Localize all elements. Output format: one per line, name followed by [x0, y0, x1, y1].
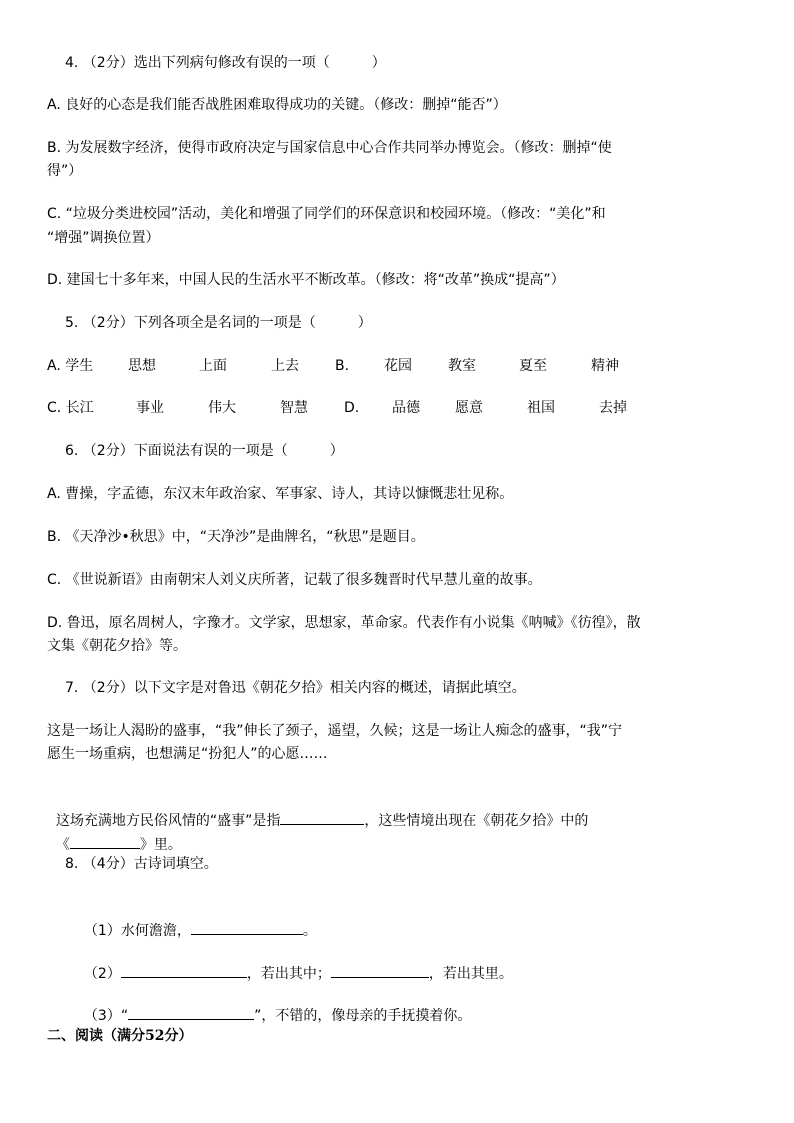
q5-row1-item: 精神: [591, 358, 619, 374]
answer-blank[interactable]: [128, 1004, 254, 1020]
q5-row1-item: 上面: [199, 358, 227, 374]
answer-blank[interactable]: [121, 962, 247, 978]
q8-sub3: [75, 982, 471, 1027]
q5-row2-item: 事业: [136, 400, 164, 416]
q4-option-c-line1: C. “垃圾分类进校园”活动，美化和增强了同学们的环保意识和校园环境。（修改：“美化”和: [47, 206, 606, 222]
q8-stem: 8. （4分）古诗词填空。: [65, 856, 218, 872]
q4-option-b-line1: B. 为发展数字经济，使得市政府决定与国家信息中心合作共同举办博览会。（修改：删掉“使: [47, 140, 612, 156]
q5-row2-item: 祖国: [527, 400, 555, 416]
q8-sub3-text: （3）“: [83, 1008, 129, 1024]
q5-stem: 5. （2分）下列各项全是名词的一项是（ ）: [65, 315, 372, 331]
q5-row1-item: B.: [335, 358, 350, 374]
q6-option-c: C. 《世说新语》由南朝宋人刘义庆所著，记载了很多魏晋时代早慧儿童的故事。: [47, 572, 542, 588]
q5-row1-item: 教室: [448, 358, 476, 374]
q5-row2-item: 愿意: [455, 400, 483, 416]
q6-option-a: A. 曹操，字孟德，东汉末年政治家、军事家、诗人，其诗以慷慨悲壮见称。: [47, 486, 514, 502]
q8-sub1-text: （1）水何澹澹，: [83, 923, 191, 939]
q5-row2-item: 伟大: [208, 400, 236, 416]
q7-passage-line1: 这是一场让人渴盼的盛事，“我”伸长了颈子，遥望，久候；这是一场让人痴念的盛事，“我”宁: [47, 723, 623, 739]
q7-fill-text: 这场充满地方民俗风情的“盛事”是指: [55, 813, 281, 829]
answer-blank[interactable]: [191, 919, 303, 935]
q7-fill-line2: [47, 811, 182, 856]
q5-row2-item: 去掉: [599, 400, 627, 416]
q8-sub1: [75, 897, 317, 942]
q4-option-d: D. 建国七十多年来，中国人民的生活水平不断改革。（修改：将“改革”换成“提高”）: [47, 272, 565, 288]
q5-row1-item: 夏至: [519, 358, 547, 374]
q5-row1-item: 思想: [128, 358, 156, 374]
q6-option-b: B. 《天净沙•秋思》中，“天净沙”是曲牌名，“秋思”是题目。: [47, 529, 425, 545]
q7-passage-line2: 愿生一场重病，也想满足“扮犯人”的心愿……: [47, 746, 328, 762]
q5-row2-item: C. 长江: [47, 400, 94, 416]
q7-fill-text: 《: [55, 837, 70, 853]
q5-row2-item: D.: [344, 400, 360, 416]
q8-sub2: [75, 940, 513, 985]
q8-sub3-text: ”，不错的，像母亲的手抚摸着你。: [254, 1008, 472, 1024]
q5-row2-item: 品德: [392, 400, 420, 416]
q8-sub2-text: （2）: [83, 966, 121, 982]
q6-stem: 6. （2分）下面说法有误的一项是（ ）: [65, 443, 344, 459]
answer-blank[interactable]: [70, 833, 140, 849]
section-heading: 二、阅读（满分52分）: [47, 1028, 193, 1044]
q6-option-d-line1: D. 鲁迅，原名周树人，字豫才。文学家，思想家，革命家。代表作有小说集《呐喊》《彷徨》，散: [47, 615, 641, 631]
q4-option-a: A. 良好的心态是我们能否战胜困难取得成功的关键。（修改：删掉“能否”）: [47, 97, 507, 113]
q5-row1-item: 花园: [384, 358, 412, 374]
q8-sub1-text: 。: [302, 923, 317, 939]
q7-fill-text: ，这些情境出现在《朝花夕拾》中的: [364, 813, 589, 829]
q4-stem: 4. （2分）选出下列病句修改有误的一项（ ）: [65, 55, 386, 71]
q5-row1-item: 上去: [271, 358, 299, 374]
q5-row2-item: 智慧: [280, 400, 308, 416]
q7-stem: 7. （2分）以下文字是对鲁迅《朝花夕拾》相关内容的概述，请据此填空。: [65, 680, 526, 696]
q4-option-b-line2: 得”）: [47, 163, 83, 179]
q4-option-c-line2: “增强”调换位置）: [47, 230, 160, 246]
answer-blank[interactable]: [331, 962, 429, 978]
q8-sub2-text: ，若出其里。: [428, 966, 513, 982]
q5-row1-item: A. 学生: [47, 358, 94, 374]
answer-blank[interactable]: [280, 809, 364, 825]
q8-sub2-text: ，若出其中；: [246, 966, 331, 982]
q7-fill-text: 》里。: [139, 837, 182, 853]
q6-option-d-line2: 文集《朝花夕拾》等。: [47, 638, 187, 654]
